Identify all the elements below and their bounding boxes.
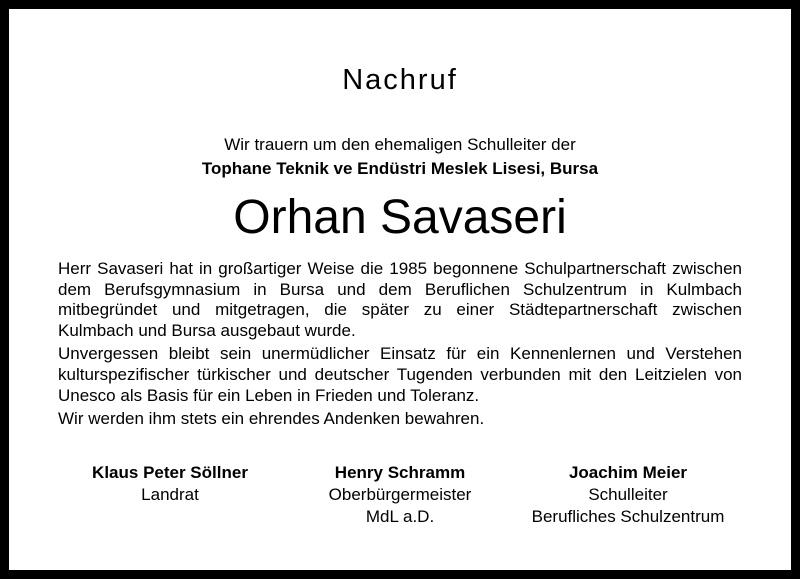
signatory-title-extra: MdL a.D.: [365, 507, 435, 526]
deceased-name: Orhan Savaseri: [233, 191, 567, 244]
signatory-title: Landrat: [141, 485, 199, 504]
notice-title: Nachruf: [342, 64, 458, 96]
signatory-mayor: [300, 462, 500, 528]
signatory-title: Oberbürgermeister: [328, 485, 472, 504]
paragraph-partnership: Herr Savaseri hat in großartiger Weise die 1985 begonnene Schulpartnerschaft zwischen dem Berufsgymnasium in Bursa und dem Beruflichen Schulzentrum in Kulmbach mitbegründet und mitgetragen, die später zu einer Städtepartnerschaft zwischen Kulmbach und Bursa ausgebaut wurde.: [58, 259, 742, 340]
signatory-name: Henry Schramm: [334, 463, 466, 482]
paragraph-remembrance: Wir werden ihm stets ein ehrendes Andenken bewahren.: [58, 409, 485, 429]
signatory-landrat: [70, 462, 270, 506]
signatory-principal: [500, 462, 756, 528]
signatory-title-extra: Berufliches Schulzentrum: [531, 507, 725, 526]
paragraph-commitment: Unvergessen bleibt sein unermüdlicher Einsatz für ein Kennenlernen und Verstehen kulturspezifischer türkischer und deutscher Tugenden verbunden mit den Leitzielen von Unesco als Basis für ein Leben in Frieden und Toleranz.: [58, 344, 742, 405]
school-name: Tophane Teknik ve Endüstri Meslek Lisesi, Bursa: [201, 159, 599, 178]
signatory-name: Klaus Peter Söllner: [92, 463, 248, 482]
intro-line: Wir trauern um den ehemaligen Schulleiter der: [224, 135, 576, 154]
notice-body: [58, 259, 742, 433]
signatory-title: Schulleiter: [588, 485, 668, 504]
signatory-name: Joachim Meier: [568, 463, 688, 482]
